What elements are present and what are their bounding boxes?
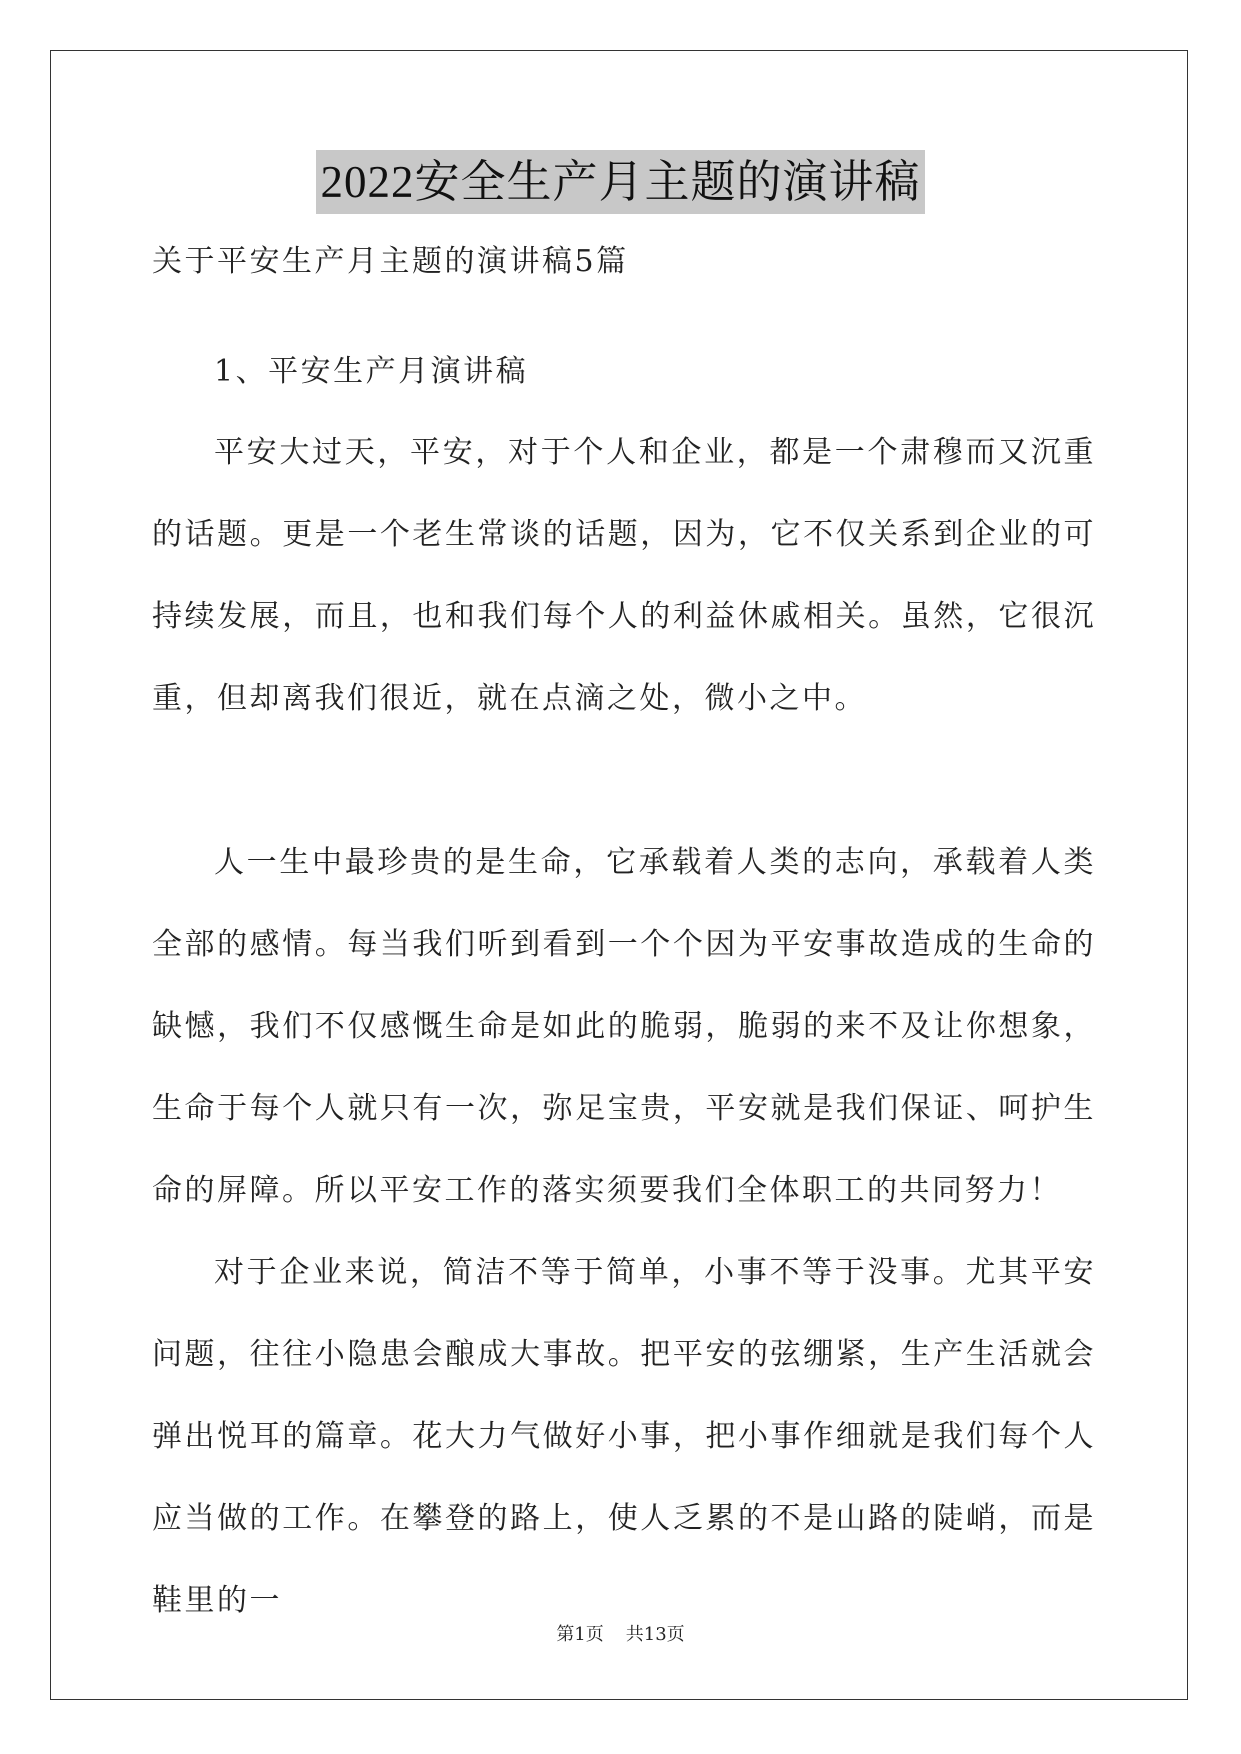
- paragraph-1: 平安大过天，平安，对于个人和企业，都是一个肃穆而又沉重的话题。更是一个老生常谈的话题，因为，它不仅关系到企业的可持续发展，而且，也和我们每个人的利益休戚相关。虽然，它很沉重，但却离我们很近，就在点滴之处，微小之中。: [152, 435, 1096, 716]
- paragraph-2: 人一生中最珍贵的是生命，它承载着人类的志向，承载着人类全部的感情。每当我们听到看到一个个因为平安事故造成的生命的缺憾，我们不仅感慨生命是如此的脆弱，脆弱的来不及让你想象，生命于每个人就只有一次，弥足宝贵，平安就是我们保证、呵护生命的屏障。所以平安工作的落实须要我们全体职工的共同努力！: [152, 845, 1096, 1208]
- document-title: 2022安全生产月主题的演讲稿: [316, 150, 924, 214]
- page-number: 第1页: [556, 1624, 604, 1645]
- section-heading: 1、平安生产月演讲稿: [214, 354, 529, 389]
- title-container: [0, 150, 1241, 214]
- page-total: 共13页: [625, 1624, 685, 1645]
- paragraph-3: 对于企业来说，简洁不等于简单，小事不等于没事。尤其平安问题，往往小隐患会酿成大事故。把平安的弦绷紧，生产生活就会弹出悦耳的篇章。花大力气做好小事，把小事作细就是我们每个人应当做的工作。在攀登的路上，使人乏累的不是山路的陡峭，而是鞋里的一: [152, 1255, 1096, 1618]
- document-subtitle: 关于平安生产月主题的演讲稿5篇: [152, 244, 629, 279]
- page-footer: [0, 1620, 1241, 1646]
